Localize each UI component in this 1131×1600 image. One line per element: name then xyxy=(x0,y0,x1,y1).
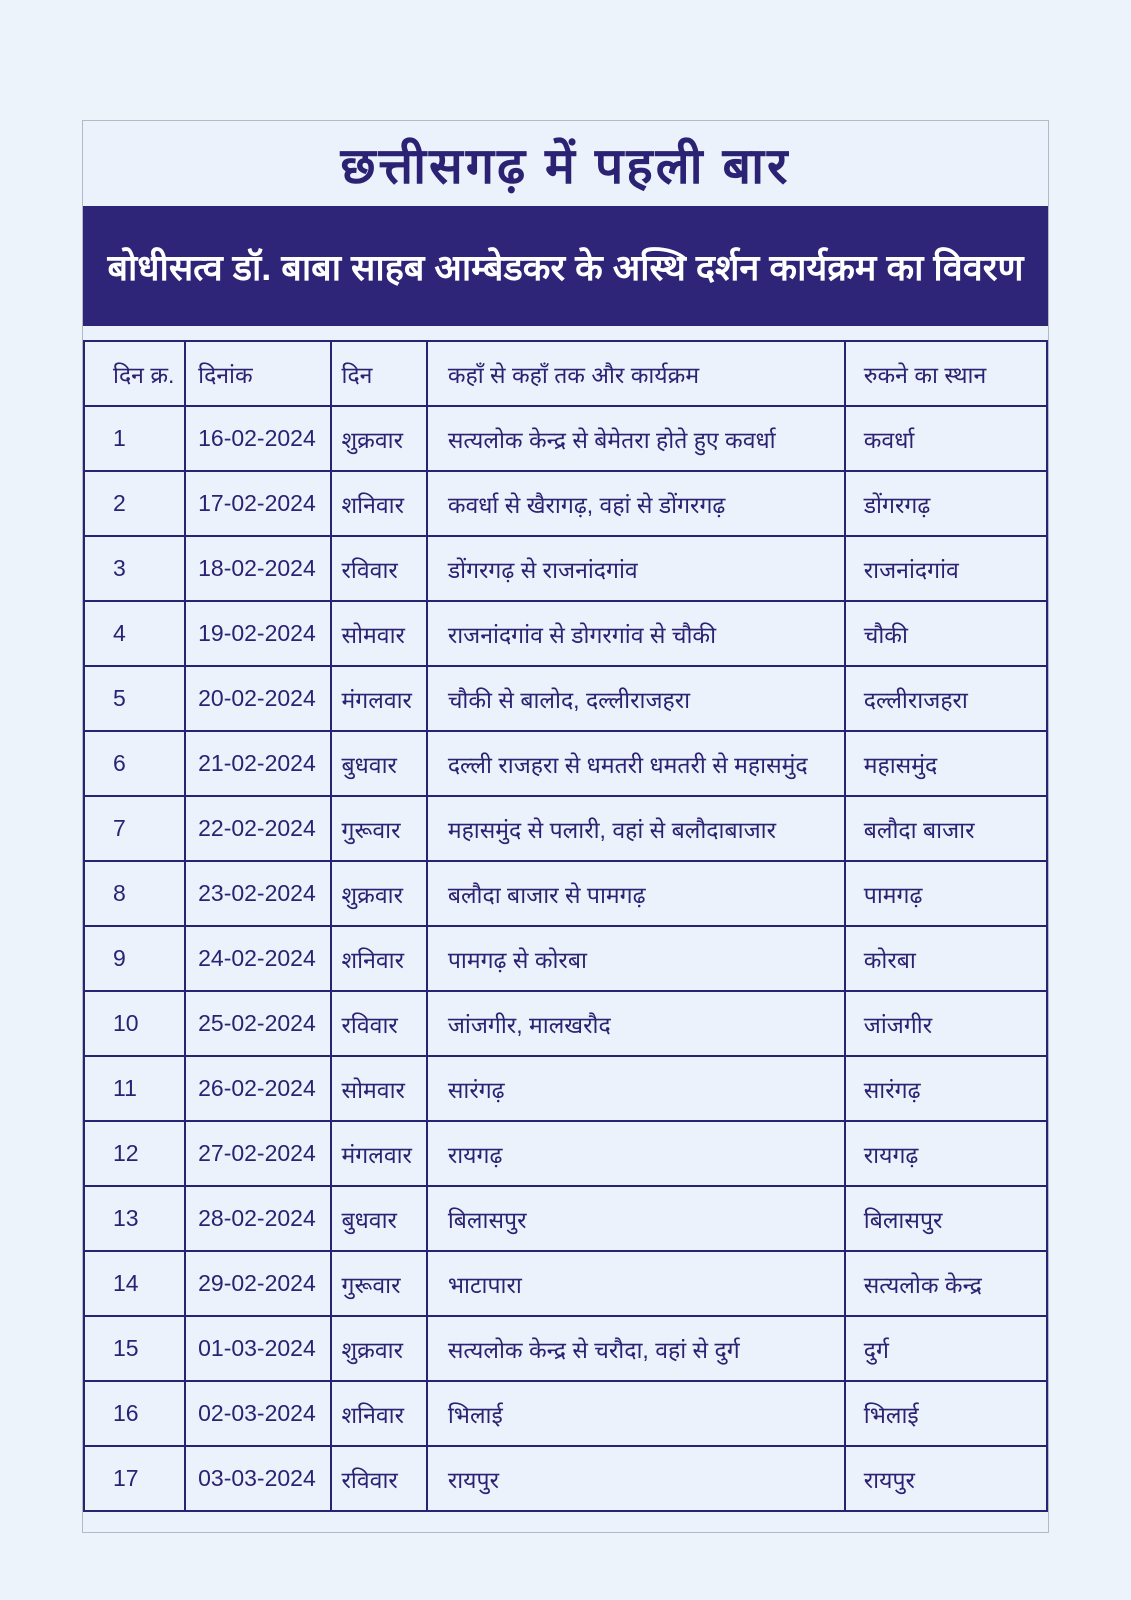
page-subtitle: बोधीसत्व डॉ. बाबा साहब आम्बेडकर के अस्थि दर्शन कार्यक्रम का विवरण xyxy=(107,246,1024,288)
subtitle-banner xyxy=(83,206,1048,326)
cell-program: बिलासपुर xyxy=(427,1186,845,1251)
table-row xyxy=(84,1186,1047,1251)
cell-date: 23-02-2024 xyxy=(185,861,330,926)
table-row xyxy=(84,1056,1047,1121)
cell-date: 29-02-2024 xyxy=(185,1251,330,1316)
cell-day-number: 7 xyxy=(84,796,185,861)
cell-stay-place: डोंगरगढ़ xyxy=(845,471,1047,536)
cell-day-number: 8 xyxy=(84,861,185,926)
cell-stay-place: पामगढ़ xyxy=(845,861,1047,926)
table-body xyxy=(84,406,1047,1511)
cell-program: राजनांदगांव से डोगरगांव से चौकी xyxy=(427,601,845,666)
cell-day: बुधवार xyxy=(331,1186,427,1251)
cell-stay-place: दुर्ग xyxy=(845,1316,1047,1381)
cell-program: चौकी से बालोद, दल्लीराजहरा xyxy=(427,666,845,731)
cell-stay-place: बलौदा बाजार xyxy=(845,796,1047,861)
cell-program: जांजगीर, मालखरौद xyxy=(427,991,845,1056)
cell-program: सारंगढ़ xyxy=(427,1056,845,1121)
cell-stay-place: जांजगीर xyxy=(845,991,1047,1056)
cell-day: शनिवार xyxy=(331,471,427,536)
cell-date: 19-02-2024 xyxy=(185,601,330,666)
cell-day: सोमवार xyxy=(331,601,427,666)
cell-date: 22-02-2024 xyxy=(185,796,330,861)
cell-day: मंगलवार xyxy=(331,1121,427,1186)
cell-day-number: 16 xyxy=(84,1381,185,1446)
cell-program: डोंगरगढ़ से राजनांदगांव xyxy=(427,536,845,601)
table-row xyxy=(84,991,1047,1056)
cell-program: कवर्धा से खैरागढ़, वहां से डोंगरगढ़ xyxy=(427,471,845,536)
cell-day: रविवार xyxy=(331,991,427,1056)
cell-day-number: 14 xyxy=(84,1251,185,1316)
table-row xyxy=(84,1446,1047,1511)
cell-day-number: 12 xyxy=(84,1121,185,1186)
cell-day-number: 9 xyxy=(84,926,185,991)
cell-program: रायगढ़ xyxy=(427,1121,845,1186)
schedule-card xyxy=(82,120,1049,1533)
cell-day-number: 17 xyxy=(84,1446,185,1511)
cell-program: दल्ली राजहरा से धमतरी धमतरी से महासमुंद xyxy=(427,731,845,796)
table-row xyxy=(84,1381,1047,1446)
cell-stay-place: चौकी xyxy=(845,601,1047,666)
cell-day-number: 13 xyxy=(84,1186,185,1251)
cell-date: 18-02-2024 xyxy=(185,536,330,601)
cell-stay-place: सत्यलोक केन्द्र xyxy=(845,1251,1047,1316)
cell-day: शुक्रवार xyxy=(331,1316,427,1381)
cell-date: 24-02-2024 xyxy=(185,926,330,991)
cell-day-number: 15 xyxy=(84,1316,185,1381)
cell-day: शनिवार xyxy=(331,1381,427,1446)
cell-date: 21-02-2024 xyxy=(185,731,330,796)
cell-day-number: 1 xyxy=(84,406,185,471)
table-row xyxy=(84,926,1047,991)
cell-day: रविवार xyxy=(331,536,427,601)
cell-program: सत्यलोक केन्द्र से चरौदा, वहां से दुर्ग xyxy=(427,1316,845,1381)
table-row xyxy=(84,1251,1047,1316)
cell-day-number: 2 xyxy=(84,471,185,536)
cell-date: 02-03-2024 xyxy=(185,1381,330,1446)
cell-day: बुधवार xyxy=(331,731,427,796)
cell-program: पामगढ़ से कोरबा xyxy=(427,926,845,991)
cell-day: शुक्रवार xyxy=(331,861,427,926)
cell-day-number: 3 xyxy=(84,536,185,601)
cell-date: 26-02-2024 xyxy=(185,1056,330,1121)
cell-date: 25-02-2024 xyxy=(185,991,330,1056)
table-row xyxy=(84,861,1047,926)
cell-day: शनिवार xyxy=(331,926,427,991)
table-row xyxy=(84,1316,1047,1381)
cell-date: 20-02-2024 xyxy=(185,666,330,731)
table-row xyxy=(84,536,1047,601)
cell-date: 17-02-2024 xyxy=(185,471,330,536)
cell-program: भाटापारा xyxy=(427,1251,845,1316)
cell-date: 03-03-2024 xyxy=(185,1446,330,1511)
cell-program: बलौदा बाजार से पामगढ़ xyxy=(427,861,845,926)
cell-program: सत्यलोक केन्द्र से बेमेतरा होते हुए कवर्धा xyxy=(427,406,845,471)
header-date: दिनांक xyxy=(185,341,330,406)
cell-stay-place: बिलासपुर xyxy=(845,1186,1047,1251)
cell-stay-place: रायगढ़ xyxy=(845,1121,1047,1186)
cell-stay-place: भिलाई xyxy=(845,1381,1047,1446)
header-day: दिन xyxy=(331,341,427,406)
cell-day: गुरूवार xyxy=(331,796,427,861)
cell-day: सोमवार xyxy=(331,1056,427,1121)
cell-stay-place: महासमुंद xyxy=(845,731,1047,796)
cell-date: 28-02-2024 xyxy=(185,1186,330,1251)
table-row xyxy=(84,796,1047,861)
schedule-table xyxy=(83,340,1048,1512)
cell-stay-place: रायपुर xyxy=(845,1446,1047,1511)
page-title: छत्तीसगढ़ में पहली बार xyxy=(340,137,791,194)
cell-program: महासमुंद से पलारी, वहां से बलौदाबाजार xyxy=(427,796,845,861)
cell-day-number: 4 xyxy=(84,601,185,666)
header-day-number: दिन क्र. xyxy=(84,341,185,406)
cell-day: शुक्रवार xyxy=(331,406,427,471)
title-section xyxy=(83,121,1048,206)
cell-day-number: 5 xyxy=(84,666,185,731)
table-row xyxy=(84,731,1047,796)
cell-day: रविवार xyxy=(331,1446,427,1511)
cell-day-number: 6 xyxy=(84,731,185,796)
cell-day-number: 11 xyxy=(84,1056,185,1121)
cell-date: 16-02-2024 xyxy=(185,406,330,471)
table-row xyxy=(84,1121,1047,1186)
cell-day: मंगलवार xyxy=(331,666,427,731)
cell-stay-place: कवर्धा xyxy=(845,406,1047,471)
cell-stay-place: राजनांदगांव xyxy=(845,536,1047,601)
cell-day-number: 10 xyxy=(84,991,185,1056)
cell-program: भिलाई xyxy=(427,1381,845,1446)
table-row xyxy=(84,666,1047,731)
cell-date: 27-02-2024 xyxy=(185,1121,330,1186)
cell-date: 01-03-2024 xyxy=(185,1316,330,1381)
cell-day: गुरूवार xyxy=(331,1251,427,1316)
cell-program: रायपुर xyxy=(427,1446,845,1511)
header-program: कहाँ से कहाँ तक और कार्यक्रम xyxy=(427,341,845,406)
cell-stay-place: सारंगढ़ xyxy=(845,1056,1047,1121)
cell-stay-place: दल्लीराजहरा xyxy=(845,666,1047,731)
table-header-row xyxy=(84,341,1047,406)
table-row xyxy=(84,601,1047,666)
table-row xyxy=(84,471,1047,536)
header-stay-place: रुकने का स्थान xyxy=(845,341,1047,406)
table-row xyxy=(84,406,1047,471)
cell-stay-place: कोरबा xyxy=(845,926,1047,991)
